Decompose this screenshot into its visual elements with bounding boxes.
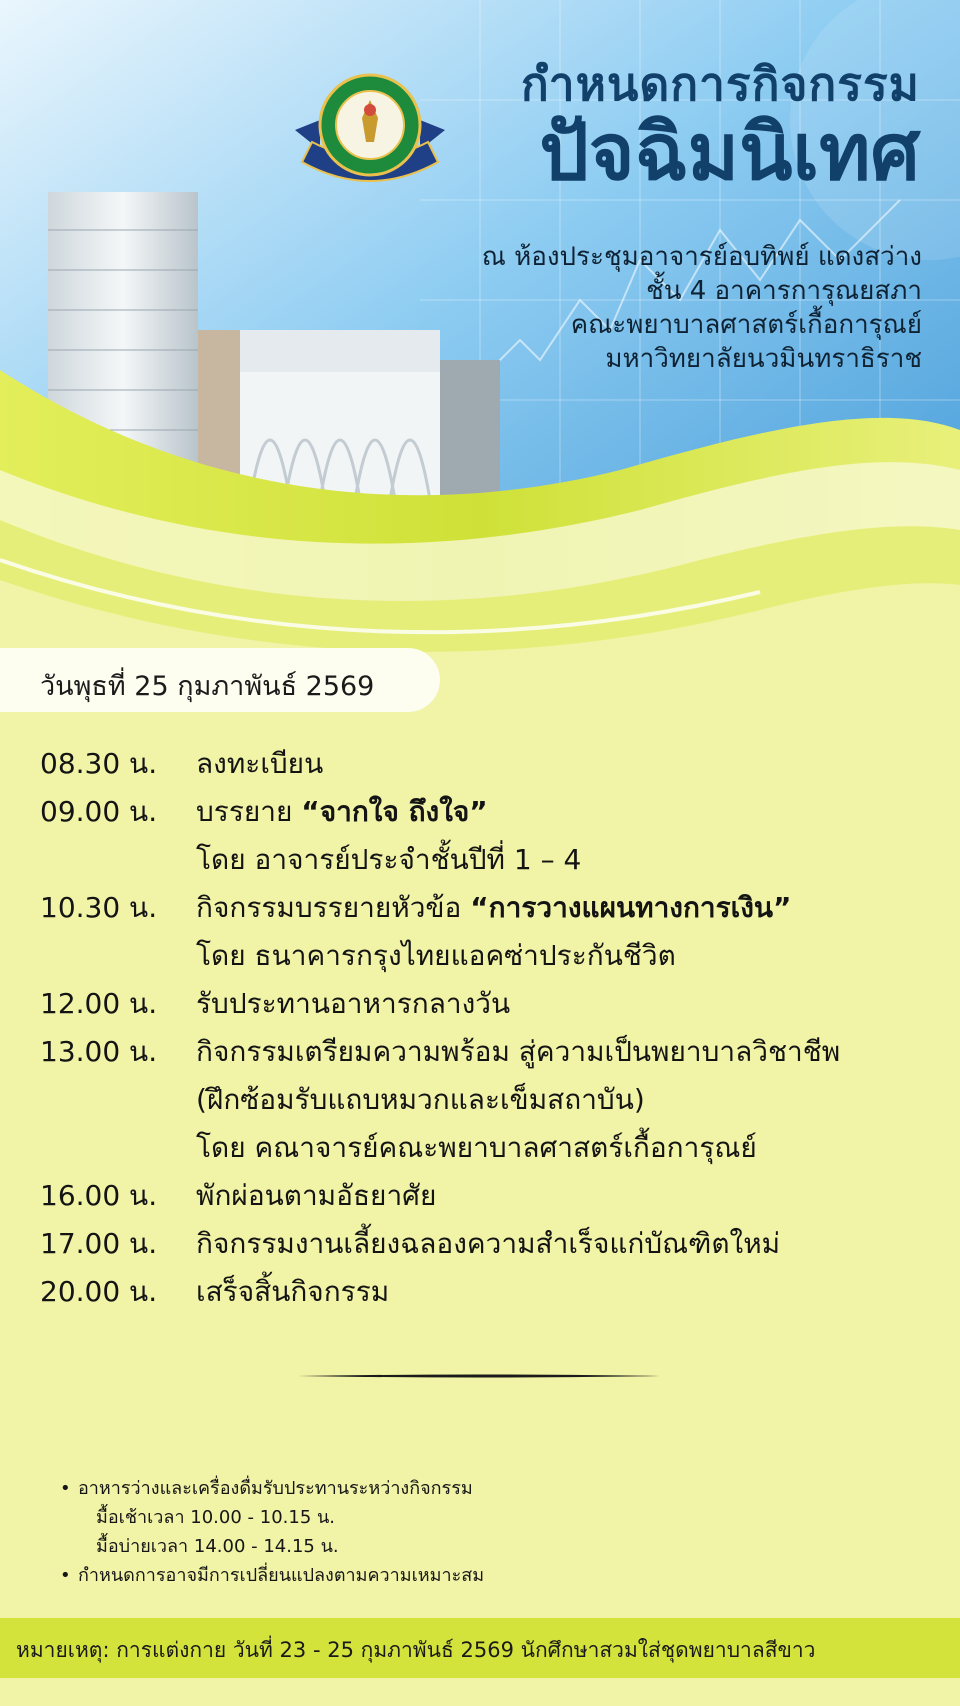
divider	[298, 1374, 660, 1378]
schedule-time: 12.00 น.	[40, 987, 158, 1020]
poster-title	[521, 58, 920, 196]
title-line-2: ปัจฉิมนิเทศ	[539, 108, 920, 198]
schedule-row	[40, 1028, 940, 1076]
schedule-row	[40, 1076, 940, 1124]
schedule-activity	[196, 788, 940, 836]
schedule-activity: โดย คณาจารย์คณะพยาบาลศาสตร์เกื้อการุณย์	[196, 1131, 757, 1164]
schedule-time: 09.00 น.	[40, 795, 158, 828]
university-logo	[290, 70, 450, 205]
note-subitem: มื้อบ่ายเวลา 14.00 - 14.15 น.	[96, 1536, 339, 1557]
venue-line: ชั้น 4 อาคารการุณยสภา	[646, 276, 922, 306]
schedule-time: 08.30 น.	[40, 747, 158, 780]
schedule-time: 16.00 น.	[40, 1179, 158, 1212]
activity-topic: “จากใจ ถึงใจ”	[301, 795, 488, 828]
schedule-row	[40, 836, 940, 884]
schedule-time	[40, 932, 196, 980]
schedule-row	[40, 884, 940, 932]
schedule-activity: เสร็จสิ้นกิจกรรม	[196, 1275, 390, 1308]
bullet-icon: •	[60, 1565, 71, 1586]
schedule-activity: (ฝึกซ้อมรับแถบหมวกและเข็มสถาบัน)	[196, 1083, 645, 1116]
schedule-activity: กิจกรรมงานเลี้ยงฉลองความสำเร็จแก่บัณฑิตใหม่	[196, 1227, 781, 1260]
title-line-1: กำหนดการกิจกรรม	[520, 57, 920, 111]
activity-topic: “การวางแผนทางการเงิน”	[470, 891, 792, 924]
notes-block	[60, 1474, 484, 1590]
schedule-time	[40, 1076, 196, 1124]
schedule-row	[40, 1220, 940, 1268]
note-text: อาหารว่างและเครื่องดื่มรับประทานระหว่างกิจกรรม	[78, 1478, 473, 1499]
note-item	[60, 1561, 484, 1590]
event-date: วันพุธที่ 25 กุมภาพันธ์ 2569	[40, 671, 375, 702]
venue-line: ณ ห้องประชุมอาจารย์อบทิพย์ แดงสว่าง	[481, 242, 922, 272]
schedule-activity	[196, 884, 940, 932]
schedule-row	[40, 1268, 940, 1316]
schedule-activity: โดย ธนาคารกรุงไทยแอคซ่าประกันชีวิต	[196, 939, 676, 972]
footer-note: หมายเหตุ: การแต่งกาย วันที่ 23 - 25 กุมภาพันธ์ 2569 นักศึกษาสวมใส่ชุดพยาบาลสีขาว	[16, 1638, 816, 1662]
schedule-time: 13.00 น.	[40, 1035, 158, 1068]
schedule-time	[40, 836, 196, 884]
venue-line: มหาวิทยาลัยนวมินทราธิราช	[605, 344, 922, 374]
note-text: กำหนดการอาจมีการเปลี่ยนแปลงตามความเหมาะสม	[78, 1565, 485, 1586]
schedule-time	[40, 1124, 196, 1172]
activity-text: กิจกรรมบรรยายหัวข้อ	[196, 891, 471, 924]
schedule-list	[40, 740, 940, 1316]
schedule-row	[40, 788, 940, 836]
bullet-icon: •	[60, 1478, 71, 1499]
note-item	[60, 1474, 484, 1503]
schedule-activity: รับประทานอาหารกลางวัน	[196, 987, 511, 1020]
schedule-row	[40, 1124, 940, 1172]
schedule-activity: กิจกรรมเตรียมความพร้อม สู่ความเป็นพยาบาลวิชาชีพ	[196, 1035, 841, 1068]
note-subitem: มื้อเช้าเวลา 10.00 - 10.15 น.	[96, 1507, 336, 1528]
schedule-row	[40, 980, 940, 1028]
venue-block	[482, 240, 922, 376]
schedule-activity: โดย อาจารย์ประจำชั้นปีที่ 1 – 4	[196, 843, 582, 876]
schedule-row	[40, 932, 940, 980]
schedule-time: 10.30 น.	[40, 891, 158, 924]
schedule-time: 20.00 น.	[40, 1275, 158, 1308]
schedule-activity: ลงทะเบียน	[196, 747, 324, 780]
schedule-activity: พักผ่อนตามอัธยาศัย	[196, 1179, 437, 1212]
activity-text: บรรยาย	[196, 795, 302, 828]
venue-line: คณะพยาบาลศาสตร์เกื้อการุณย์	[570, 310, 922, 340]
schedule-row	[40, 1172, 940, 1220]
schedule-time: 17.00 น.	[40, 1227, 158, 1260]
schedule-row	[40, 740, 940, 788]
